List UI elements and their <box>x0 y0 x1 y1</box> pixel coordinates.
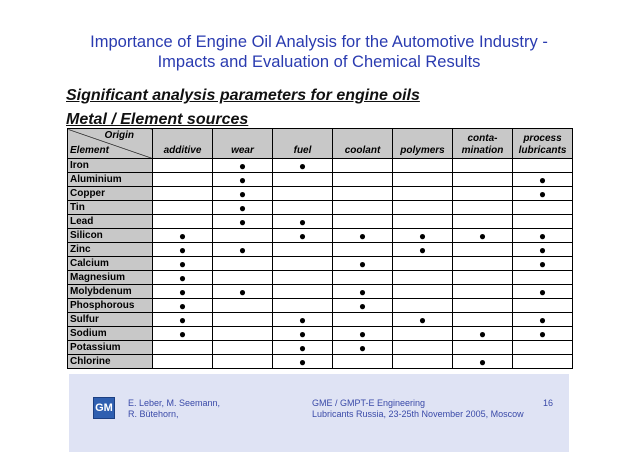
source-cell <box>273 173 333 187</box>
source-cell <box>153 271 213 285</box>
source-cell <box>213 327 273 341</box>
column-header: additive <box>153 129 213 159</box>
source-cell <box>453 257 513 271</box>
source-cell <box>153 159 213 173</box>
source-cell <box>273 187 333 201</box>
source-cell <box>513 285 573 299</box>
source-cell <box>513 215 573 229</box>
slide-title <box>30 32 608 72</box>
source-cell <box>513 313 573 327</box>
source-cell <box>153 215 213 229</box>
source-cell <box>213 299 273 313</box>
element-name-cell: Iron <box>68 159 153 173</box>
source-marker-dot: ● <box>418 242 427 257</box>
element-name-cell: Tin <box>68 201 153 215</box>
source-cell <box>273 229 333 243</box>
source-cell <box>333 341 393 355</box>
source-cell <box>273 355 333 369</box>
source-cell <box>273 299 333 313</box>
table-row <box>68 159 573 173</box>
source-marker-dot: ● <box>238 284 247 299</box>
source-marker-dot: ● <box>418 312 427 327</box>
element-name-cell: Phosphorous <box>68 299 153 313</box>
source-cell <box>393 201 453 215</box>
column-header: wear <box>213 129 273 159</box>
source-cell <box>213 355 273 369</box>
source-marker-dot: ● <box>178 256 187 271</box>
source-marker-dot: ● <box>298 228 307 243</box>
source-cell <box>273 341 333 355</box>
page-number: 16 <box>543 398 554 408</box>
column-header: polymers <box>393 129 453 159</box>
element-name-cell: Calcium <box>68 257 153 271</box>
source-cell <box>453 299 513 313</box>
source-marker-dot: ● <box>298 158 307 173</box>
source-cell <box>333 173 393 187</box>
source-cell <box>513 355 573 369</box>
source-cell <box>273 271 333 285</box>
source-cell <box>153 173 213 187</box>
source-cell <box>273 159 333 173</box>
table-row <box>68 201 573 215</box>
source-cell <box>273 215 333 229</box>
source-cell <box>453 173 513 187</box>
element-name-cell: Aluminium <box>68 173 153 187</box>
source-cell <box>393 187 453 201</box>
table-row <box>68 285 573 299</box>
source-cell <box>273 313 333 327</box>
source-cell <box>393 299 453 313</box>
table-row <box>68 215 573 229</box>
footer-org-line-1: GME / GMPT-E Engineering <box>312 398 426 408</box>
source-cell <box>153 243 213 257</box>
source-cell <box>333 229 393 243</box>
source-marker-dot: ● <box>238 214 247 229</box>
source-cell <box>153 257 213 271</box>
source-cell <box>453 215 513 229</box>
source-cell <box>213 243 273 257</box>
source-marker-dot: ● <box>178 270 187 285</box>
source-marker-dot: ● <box>178 284 187 299</box>
source-marker-dot: ● <box>358 326 367 341</box>
table-header-row <box>68 129 573 159</box>
table-row <box>68 341 573 355</box>
table-row <box>68 173 573 187</box>
source-marker-dot: ● <box>238 158 247 173</box>
source-cell <box>153 229 213 243</box>
table-row <box>68 327 573 341</box>
source-cell <box>393 257 453 271</box>
element-name-cell: Silicon <box>68 229 153 243</box>
source-marker-dot: ● <box>538 228 547 243</box>
table-row <box>68 229 573 243</box>
source-cell <box>513 201 573 215</box>
source-cell <box>393 159 453 173</box>
source-cell <box>513 327 573 341</box>
element-name-cell: Chlorine <box>68 355 153 369</box>
source-cell <box>453 271 513 285</box>
source-cell <box>333 215 393 229</box>
source-cell <box>453 285 513 299</box>
source-cell <box>393 173 453 187</box>
source-cell <box>153 341 213 355</box>
source-cell <box>153 285 213 299</box>
source-cell <box>153 313 213 327</box>
source-marker-dot: ● <box>418 228 427 243</box>
source-cell <box>333 285 393 299</box>
source-cell <box>333 327 393 341</box>
source-cell <box>393 285 453 299</box>
source-marker-dot: ● <box>298 354 307 369</box>
source-cell <box>213 285 273 299</box>
element-name-cell: Copper <box>68 187 153 201</box>
source-marker-dot: ● <box>358 298 367 313</box>
source-cell <box>393 341 453 355</box>
element-name-cell: Molybdenum <box>68 285 153 299</box>
table-row <box>68 243 573 257</box>
source-marker-dot: ● <box>298 326 307 341</box>
source-cell <box>453 313 513 327</box>
source-cell <box>453 229 513 243</box>
source-cell <box>333 313 393 327</box>
source-marker-dot: ● <box>178 312 187 327</box>
slide-title-line-1: Importance of Engine Oil Analysis for the Automotive Industry - <box>90 33 548 51</box>
source-cell <box>393 355 453 369</box>
source-marker-dot: ● <box>238 172 247 187</box>
source-cell <box>333 299 393 313</box>
source-cell <box>273 327 333 341</box>
source-marker-dot: ● <box>358 228 367 243</box>
source-cell <box>213 229 273 243</box>
source-cell <box>213 341 273 355</box>
element-name-cell: Magnesium <box>68 271 153 285</box>
element-name-cell: Sodium <box>68 327 153 341</box>
source-marker-dot: ● <box>238 200 247 215</box>
source-marker-dot: ● <box>538 326 547 341</box>
source-cell <box>333 243 393 257</box>
source-marker-dot: ● <box>178 326 187 341</box>
table-row <box>68 187 573 201</box>
slide-title-line-2: Impacts and Evaluation of Chemical Results <box>157 53 481 71</box>
source-cell <box>213 201 273 215</box>
source-marker-dot: ● <box>178 228 187 243</box>
footer-authors-line-1: E. Leber, M. Seemann, <box>128 398 221 408</box>
source-cell <box>513 271 573 285</box>
source-cell <box>513 187 573 201</box>
source-cell <box>333 355 393 369</box>
gm-logo: GM <box>93 397 115 419</box>
source-cell <box>333 187 393 201</box>
element-source-table <box>67 128 573 369</box>
source-cell <box>213 271 273 285</box>
source-marker-dot: ● <box>238 242 247 257</box>
source-cell <box>453 243 513 257</box>
source-cell <box>453 187 513 201</box>
table-row <box>68 257 573 271</box>
source-cell <box>453 159 513 173</box>
source-cell <box>333 257 393 271</box>
source-cell <box>213 215 273 229</box>
source-cell <box>333 201 393 215</box>
element-name-cell: Sulfur <box>68 313 153 327</box>
footer-authors-line-2: R. Bütehorn, <box>128 409 179 419</box>
source-cell <box>393 243 453 257</box>
source-marker-dot: ● <box>478 228 487 243</box>
source-cell <box>213 187 273 201</box>
source-marker-dot: ● <box>358 284 367 299</box>
source-cell <box>153 355 213 369</box>
source-marker-dot: ● <box>538 312 547 327</box>
source-cell <box>513 299 573 313</box>
source-marker-dot: ● <box>538 284 547 299</box>
element-name-cell: Zinc <box>68 243 153 257</box>
source-cell <box>153 201 213 215</box>
source-cell <box>453 327 513 341</box>
source-marker-dot: ● <box>298 214 307 229</box>
column-header: process lubricants <box>513 129 573 159</box>
source-marker-dot: ● <box>478 354 487 369</box>
source-cell <box>273 285 333 299</box>
element-name-cell: Potassium <box>68 341 153 355</box>
column-header: fuel <box>273 129 333 159</box>
source-marker-dot: ● <box>358 340 367 355</box>
source-marker-dot: ● <box>538 242 547 257</box>
table-row <box>68 313 573 327</box>
source-cell <box>393 327 453 341</box>
source-cell <box>153 327 213 341</box>
source-marker-dot: ● <box>478 326 487 341</box>
corner-element-label: Element <box>70 145 109 156</box>
source-cell <box>393 271 453 285</box>
column-header: coolant <box>333 129 393 159</box>
table-corner-cell <box>68 129 153 159</box>
source-cell <box>273 257 333 271</box>
source-cell <box>393 215 453 229</box>
source-cell <box>213 257 273 271</box>
table-body <box>68 159 573 369</box>
section-heading: Significant analysis parameters for engine oils <box>66 87 420 104</box>
source-cell <box>513 243 573 257</box>
source-cell <box>393 229 453 243</box>
source-cell <box>453 355 513 369</box>
source-marker-dot: ● <box>178 298 187 313</box>
source-cell <box>213 173 273 187</box>
table-row <box>68 355 573 369</box>
source-cell <box>453 201 513 215</box>
source-marker-dot: ● <box>178 242 187 257</box>
source-cell <box>273 243 333 257</box>
source-cell <box>153 187 213 201</box>
element-name-cell: Lead <box>68 215 153 229</box>
source-cell <box>153 299 213 313</box>
source-cell <box>213 159 273 173</box>
source-marker-dot: ● <box>298 340 307 355</box>
source-marker-dot: ● <box>538 256 547 271</box>
source-cell <box>213 313 273 327</box>
source-marker-dot: ● <box>298 312 307 327</box>
source-marker-dot: ● <box>538 186 547 201</box>
table-row <box>68 299 573 313</box>
source-cell <box>513 173 573 187</box>
source-cell <box>273 201 333 215</box>
source-cell <box>453 341 513 355</box>
table-row <box>68 271 573 285</box>
corner-origin-label: Origin <box>104 130 134 141</box>
source-cell <box>513 159 573 173</box>
source-cell <box>333 271 393 285</box>
footer-bar <box>69 374 569 452</box>
source-cell <box>513 341 573 355</box>
source-cell <box>513 257 573 271</box>
footer-org-line-2: Lubricants Russia, 23-25th November 2005, Moscow <box>312 409 524 419</box>
source-marker-dot: ● <box>238 186 247 201</box>
subsection-heading: Metal / Element sources <box>66 111 249 128</box>
source-cell <box>333 159 393 173</box>
source-cell <box>393 313 453 327</box>
source-marker-dot: ● <box>538 172 547 187</box>
column-header: conta- mination <box>453 129 513 159</box>
source-cell <box>513 229 573 243</box>
source-marker-dot: ● <box>358 256 367 271</box>
